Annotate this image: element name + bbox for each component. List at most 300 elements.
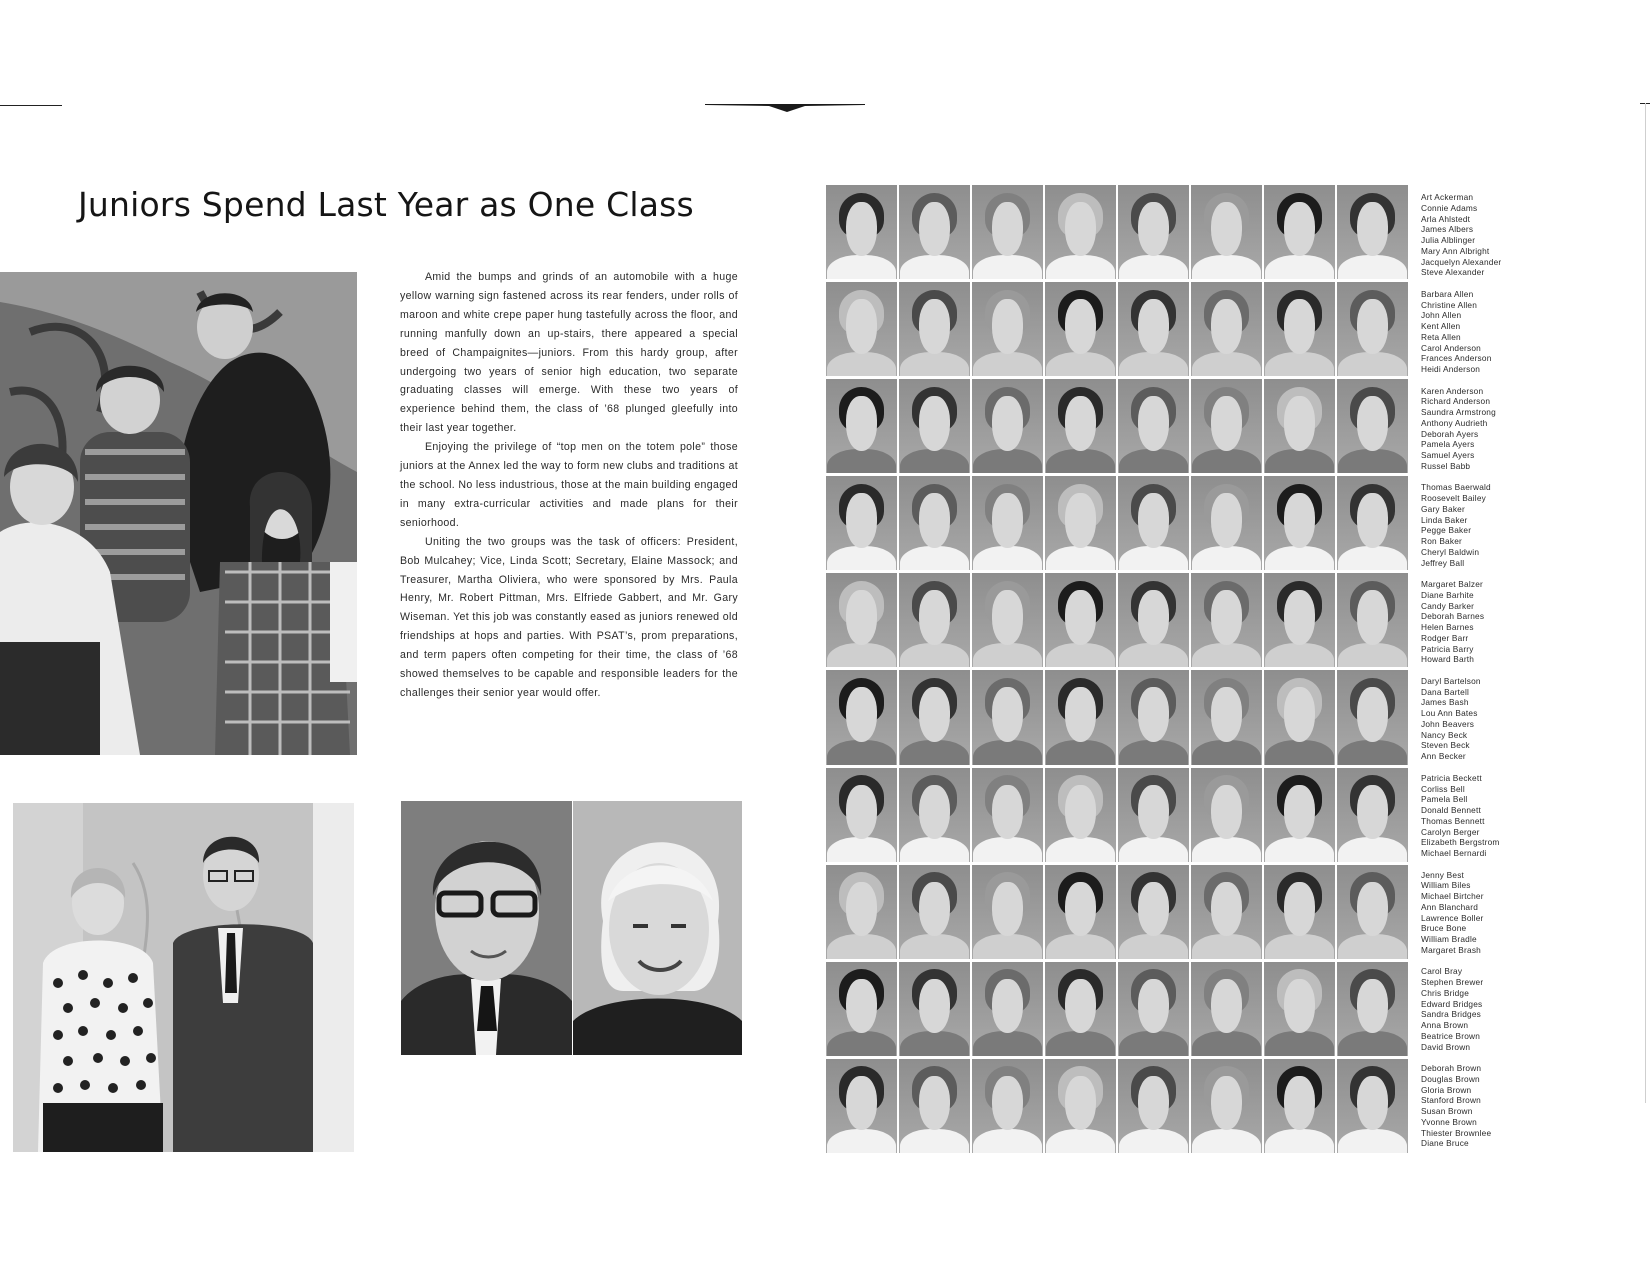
portrait-shoulders	[1046, 449, 1114, 473]
portrait-shoulders	[1119, 934, 1187, 958]
student-portrait	[1264, 865, 1335, 959]
student-portrait	[972, 282, 1043, 376]
student-portrait	[1118, 282, 1189, 376]
student-portrait	[1118, 962, 1189, 1056]
spine-mark	[705, 103, 865, 113]
portrait-face	[1138, 882, 1169, 937]
portrait-shoulders	[827, 255, 895, 279]
student-portrait	[899, 185, 970, 279]
portrait-face	[992, 882, 1023, 937]
portrait-shoulders	[1338, 934, 1406, 958]
student-portrait	[972, 476, 1043, 570]
portrait-shoulders	[1265, 1129, 1333, 1153]
portrait-face	[1138, 299, 1169, 354]
portrait-shoulders	[827, 352, 895, 376]
roster-name: William Bradle	[1421, 934, 1477, 945]
student-portrait	[972, 1059, 1043, 1153]
portrait-face	[992, 1076, 1023, 1131]
roster-name-group	[1421, 482, 1591, 579]
roster-name: Linda Baker	[1421, 514, 1468, 525]
student-portrait	[1264, 768, 1335, 862]
portrait-face	[1357, 687, 1388, 742]
roster-name: Connie Adams	[1421, 202, 1478, 213]
roster-name: Richard Anderson	[1421, 396, 1491, 407]
portrait-face	[919, 882, 950, 937]
portrait-face	[1284, 882, 1315, 937]
portrait-face	[1284, 979, 1315, 1034]
portrait-face	[992, 590, 1023, 645]
student-portrait	[1337, 962, 1408, 1056]
roster-name: Edward Bridges	[1421, 998, 1483, 1009]
portrait-shoulders	[827, 934, 895, 958]
roster-name: Steven Beck	[1421, 740, 1470, 751]
portrait-face	[992, 202, 1023, 257]
roster-name: Christine Allen	[1421, 299, 1478, 310]
portrait-shoulders	[827, 1129, 895, 1153]
student-portrait	[1118, 185, 1189, 279]
portrait-shoulders	[1192, 934, 1260, 958]
top-left-rule	[0, 105, 62, 106]
portrait-shoulders	[1265, 1031, 1333, 1055]
portrait-face	[846, 979, 877, 1034]
portrait-face	[846, 882, 877, 937]
portrait-face	[1284, 299, 1315, 354]
portrait-shoulders	[1265, 837, 1333, 861]
roster-name-group	[1421, 289, 1591, 386]
student-portrait	[1191, 476, 1262, 570]
roster-name: Deborah Barnes	[1421, 611, 1485, 622]
portrait-face	[1357, 979, 1388, 1034]
roster-name-list	[1421, 192, 1591, 1160]
roster-name: Carol Bray	[1421, 966, 1463, 977]
roster-name-group	[1421, 192, 1591, 289]
portrait-shoulders	[1338, 1129, 1406, 1153]
portrait-shoulders	[1046, 352, 1114, 376]
portrait-shoulders	[900, 1129, 968, 1153]
portrait-shoulders	[900, 255, 968, 279]
student-portrait	[1337, 670, 1408, 764]
portrait-face	[846, 493, 877, 548]
portrait-shoulders	[1265, 643, 1333, 667]
portrait-shoulders	[1119, 546, 1187, 570]
student-portrait	[826, 962, 897, 1056]
portrait-shoulders	[1046, 546, 1114, 570]
portrait-shoulders	[1119, 837, 1187, 861]
roster-name-group	[1421, 966, 1591, 1063]
portrait-face	[1138, 979, 1169, 1034]
student-portrait	[1045, 185, 1116, 279]
portrait-shoulders	[1265, 740, 1333, 764]
portrait-face	[919, 396, 950, 451]
student-portrait	[1191, 962, 1262, 1056]
student-portrait	[1337, 1059, 1408, 1153]
portrait-face	[1284, 687, 1315, 742]
portrait-face	[1211, 202, 1242, 257]
roster-name: Patricia Barry	[1421, 643, 1474, 654]
portrait-face	[1211, 687, 1242, 742]
sponsor-portrait-man	[401, 801, 572, 1055]
roster-name: Kent Allen	[1421, 321, 1461, 332]
roster-name: Chris Bridge	[1421, 987, 1470, 998]
portrait-face	[846, 396, 877, 451]
student-portrait	[1191, 1059, 1262, 1153]
portrait-face	[1138, 687, 1169, 742]
student-portrait	[826, 282, 897, 376]
student-portrait	[1264, 379, 1335, 473]
roster-name: Dana Bartell	[1421, 686, 1470, 697]
portrait-shoulders	[1119, 740, 1187, 764]
portrait-shoulders	[973, 1129, 1041, 1153]
roster-name: Patricia Beckett	[1421, 772, 1482, 783]
roster-name-group	[1421, 773, 1591, 870]
student-portrait	[1191, 282, 1262, 376]
group-photo-students-in-tree	[0, 272, 357, 755]
roster-name: Daryl Bartelson	[1421, 675, 1481, 686]
portrait-shoulders	[973, 740, 1041, 764]
roster-name: John Beavers	[1421, 718, 1475, 729]
portrait-face	[1357, 590, 1388, 645]
portrait-face	[1284, 202, 1315, 257]
portrait-shoulders	[973, 352, 1041, 376]
portrait-face	[1357, 299, 1388, 354]
portrait-face	[992, 785, 1023, 840]
roster-name: Cheryl Baldwin	[1421, 546, 1480, 557]
portrait-face	[1065, 882, 1096, 937]
portrait-face	[1138, 1076, 1169, 1131]
portrait-shoulders	[1338, 1031, 1406, 1055]
student-portrait	[1191, 573, 1262, 667]
student-portrait	[1118, 476, 1189, 570]
portrait-face	[1211, 396, 1242, 451]
student-portrait	[1264, 282, 1335, 376]
portrait-face	[846, 785, 877, 840]
portrait-face	[992, 396, 1023, 451]
student-portrait	[972, 962, 1043, 1056]
portrait-face	[1357, 785, 1388, 840]
roster-name: Frances Anderson	[1421, 353, 1492, 364]
student-portrait	[972, 185, 1043, 279]
portrait-shoulders	[1192, 255, 1260, 279]
portrait-shoulders	[1046, 837, 1114, 861]
roster-name: Thomas Baerwald	[1421, 482, 1491, 493]
roster-name: Deborah Ayers	[1421, 428, 1479, 439]
roster-name: Julia Alblinger	[1421, 235, 1476, 245]
roster-name: Ron Baker	[1421, 536, 1462, 547]
portrait-shoulders	[1046, 1031, 1114, 1055]
portrait-face	[1065, 785, 1096, 840]
portrait-shoulders	[1046, 934, 1114, 958]
portrait-shoulders	[1119, 352, 1187, 376]
portrait-face	[919, 493, 950, 548]
student-portrait	[1045, 476, 1116, 570]
student-portrait	[1045, 282, 1116, 376]
portrait-face	[919, 202, 950, 257]
portrait-face	[1065, 979, 1096, 1034]
roster-name-group	[1421, 870, 1591, 967]
roster-name: Pamela Ayers	[1421, 439, 1475, 450]
student-portrait	[1045, 768, 1116, 862]
student-portrait	[1118, 768, 1189, 862]
portrait-face	[1065, 202, 1096, 257]
roster-name: Stephen Brewer	[1421, 977, 1484, 988]
portrait-face	[1357, 882, 1388, 937]
roster-name: Thomas Bennett	[1421, 815, 1485, 826]
student-portrait	[1191, 865, 1262, 959]
portrait-face	[1284, 1076, 1315, 1131]
portrait-face	[846, 202, 877, 257]
roster-name: Helen Barnes	[1421, 622, 1474, 633]
student-portrait	[899, 865, 970, 959]
portrait-face	[1138, 590, 1169, 645]
portrait-shoulders	[1119, 255, 1187, 279]
student-portrait	[1337, 185, 1408, 279]
portrait-face	[1284, 493, 1315, 548]
student-portrait	[1264, 185, 1335, 279]
portrait-face	[1357, 202, 1388, 257]
student-portrait	[972, 379, 1043, 473]
portrait-face	[1211, 882, 1242, 937]
student-portrait	[1264, 962, 1335, 1056]
portrait-shoulders	[1338, 643, 1406, 667]
roster-name: Samuel Ayers	[1421, 450, 1475, 461]
portrait-shoulders	[1046, 1129, 1114, 1153]
portrait-face	[1065, 687, 1096, 742]
roster-name: Candy Barker	[1421, 600, 1475, 611]
roster-name: Margaret Balzer	[1421, 579, 1484, 590]
student-portrait	[826, 865, 897, 959]
roster-name: Saundra Armstrong	[1421, 407, 1496, 418]
portrait-shoulders	[900, 546, 968, 570]
portrait-shoulders	[1265, 255, 1333, 279]
portrait-shoulders	[1338, 740, 1406, 764]
student-portrait	[1045, 573, 1116, 667]
portrait-shoulders	[1119, 1031, 1187, 1055]
roster-name: James Albers	[1421, 224, 1474, 235]
roster-name: John Allen	[1421, 310, 1462, 321]
right-edge-rule	[1645, 103, 1646, 1103]
roster-name: Michael Bernardi	[1421, 848, 1487, 859]
portrait-face	[1138, 493, 1169, 548]
portrait-shoulders	[1338, 255, 1406, 279]
portrait-shoulders	[900, 934, 968, 958]
roster-name: Anthony Audrieth	[1421, 417, 1488, 428]
student-portrait	[1118, 379, 1189, 473]
student-portrait	[899, 282, 970, 376]
roster-name: David Brown	[1421, 1041, 1471, 1052]
portrait-face	[1284, 785, 1315, 840]
portrait-face	[1284, 396, 1315, 451]
student-portrait	[1045, 1059, 1116, 1153]
portrait-face	[919, 687, 950, 742]
roster-name: Corliss Bell	[1421, 783, 1465, 794]
roster-name: Margaret Brash	[1421, 944, 1481, 955]
portrait-face	[919, 785, 950, 840]
portrait-face	[1138, 396, 1169, 451]
portrait-face	[1065, 590, 1096, 645]
portrait-face	[1357, 396, 1388, 451]
student-portrait	[1337, 768, 1408, 862]
sponsors-standing-photo	[13, 803, 354, 1152]
roster-name: Heidi Anderson	[1421, 364, 1481, 375]
student-portrait	[826, 768, 897, 862]
portrait-face	[992, 493, 1023, 548]
roster-name: Mary Ann Albright	[1421, 245, 1490, 256]
roster-name: Pegge Baker	[1421, 525, 1472, 536]
roster-name: Diane Barhite	[1421, 589, 1474, 600]
portrait-face	[846, 590, 877, 645]
student-portrait	[1045, 962, 1116, 1056]
roster-name: Pamela Bell	[1421, 794, 1468, 805]
roster-name: Beatrice Brown	[1421, 1030, 1481, 1041]
portrait-shoulders	[1046, 643, 1114, 667]
student-portrait	[1191, 768, 1262, 862]
portrait-face	[1357, 1076, 1388, 1131]
roster-name-group	[1421, 1063, 1591, 1160]
roster-name-group	[1421, 579, 1591, 676]
portrait-shoulders	[1265, 352, 1333, 376]
student-portrait	[1045, 379, 1116, 473]
roster-name: Yvonne Brown	[1421, 1116, 1477, 1127]
student-portrait	[972, 768, 1043, 862]
roster-name: Elizabeth Bergstrom	[1421, 837, 1500, 848]
portrait-shoulders	[900, 449, 968, 473]
student-portrait	[826, 573, 897, 667]
portrait-shoulders	[1192, 352, 1260, 376]
roster-name: Lou Ann Bates	[1421, 708, 1478, 719]
portrait-face	[846, 299, 877, 354]
portrait-face	[1211, 590, 1242, 645]
portrait-shoulders	[1046, 740, 1114, 764]
article-paragraph: Enjoying the privilege of “top men on the totem pole” those juniors at the Annex led the way to form new clubs and traditions at the school. No less industrious, those at the main building engaged in many extra-curricular activities and made plans for their seniorhood.	[400, 441, 738, 529]
roster-name: William Biles	[1421, 880, 1471, 891]
roster-name: Nancy Beck	[1421, 729, 1468, 740]
student-portrait	[826, 670, 897, 764]
roster-name-group	[1421, 386, 1591, 483]
portrait-shoulders	[1119, 449, 1187, 473]
student-portrait	[1045, 865, 1116, 959]
roster-name: Reta Allen	[1421, 331, 1461, 342]
student-portrait	[1337, 476, 1408, 570]
portrait-shoulders	[1192, 643, 1260, 667]
roster-name: Arla Ahlstedt	[1421, 213, 1471, 224]
portrait-face	[919, 299, 950, 354]
portrait-face	[919, 1076, 950, 1131]
portrait-face	[1065, 396, 1096, 451]
portrait-shoulders	[973, 1031, 1041, 1055]
roster-name: Bruce Bone	[1421, 923, 1467, 934]
roster-name: Roosevelt Bailey	[1421, 493, 1486, 504]
portrait-shoulders	[827, 740, 895, 764]
portrait-shoulders	[1119, 1129, 1187, 1153]
article-body	[400, 268, 738, 703]
roster-name: Donald Bennett	[1421, 805, 1481, 816]
student-portrait	[826, 476, 897, 570]
roster-name: Carol Anderson	[1421, 342, 1481, 353]
roster-name: Lawrence Boller	[1421, 912, 1484, 923]
portrait-shoulders	[900, 643, 968, 667]
portrait-shoulders	[1192, 740, 1260, 764]
student-portrait	[899, 1059, 970, 1153]
student-portrait	[1337, 379, 1408, 473]
roster-name: Douglas Brown	[1421, 1073, 1480, 1084]
roster-name: Rodger Barr	[1421, 632, 1469, 643]
portrait-face	[1211, 785, 1242, 840]
student-portrait	[1118, 573, 1189, 667]
portrait-shoulders	[1192, 837, 1260, 861]
portrait-face	[1211, 493, 1242, 548]
portrait-shoulders	[1265, 449, 1333, 473]
roster-name: Carolyn Berger	[1421, 826, 1480, 837]
student-portrait	[826, 185, 897, 279]
portrait-shoulders	[1338, 546, 1406, 570]
roster-name: Susan Brown	[1421, 1106, 1473, 1117]
student-portrait	[826, 379, 897, 473]
article-paragraph: Uniting the two groups was the task of officers: President, Bob Mulcahey; Vice, Linda Scott; Secretary, Elaine Massock; and Treasurer, Martha Oliviera, who were sponsored by Mrs. Paula Henry, Mr. Robert Pittman, Mrs. Elfriede Gabbert, and Mr. Gary Wiseman. Yet this job was constantly eased as juniors renewed old friendships at hops and parties. With PSAT’s, prom preparations, and term papers often competing for their time, the class of ’68 showed themselves to be capable and responsible leaders for the challenges their senior year would offer.	[400, 535, 738, 699]
portrait-face	[846, 1076, 877, 1131]
student-portrait	[899, 379, 970, 473]
portrait-shoulders	[1119, 643, 1187, 667]
roster-name: Stanford Brown	[1421, 1095, 1481, 1106]
portrait-shoulders	[973, 255, 1041, 279]
portrait-face	[1138, 202, 1169, 257]
portrait-shoulders	[827, 546, 895, 570]
roster-name: Karen Anderson	[1421, 385, 1484, 396]
roster-name: Thiester Brownlee	[1421, 1127, 1492, 1138]
portrait-face	[992, 979, 1023, 1034]
student-portrait	[972, 670, 1043, 764]
student-portrait	[1264, 670, 1335, 764]
portrait-face	[992, 299, 1023, 354]
sponsor-portrait-woman	[573, 801, 742, 1055]
student-portrait	[1337, 282, 1408, 376]
portrait-face	[1138, 785, 1169, 840]
roster-name: Diane Bruce	[1421, 1138, 1469, 1149]
portrait-shoulders	[1265, 934, 1333, 958]
portrait-shoulders	[1192, 1129, 1260, 1153]
portrait-shoulders	[827, 837, 895, 861]
roster-name: Russel Babb	[1421, 460, 1471, 471]
portrait-shoulders	[973, 934, 1041, 958]
roster-name: Sandra Bridges	[1421, 1009, 1481, 1020]
roster-name: Howard Barth	[1421, 654, 1475, 665]
roster-name: Jacquelyn Alexander	[1421, 256, 1502, 267]
portrait-shoulders	[1192, 449, 1260, 473]
article-paragraph: Amid the bumps and grinds of an automobile with a huge yellow warning sign fastened across its rear fenders, under rolls of maroon and white crepe paper hung tastefully across the floor, and running manfully down an up-stairs, there appeared a special breed of Champaignites—juniors. From this hardy group, after undergoing two years of senior high education, two separate graduating classes will emerge. With these two years of experience behind them, the class of ’68 plunged gleefully into their last year together.	[400, 271, 738, 435]
portrait-shoulders	[1046, 255, 1114, 279]
roster-name: Ann Becker	[1421, 751, 1466, 762]
student-portrait	[1337, 865, 1408, 959]
student-portrait	[1191, 185, 1262, 279]
portrait-shoulders	[900, 1031, 968, 1055]
portrait-shoulders	[900, 740, 968, 764]
student-portrait	[972, 865, 1043, 959]
student-portrait	[899, 573, 970, 667]
portrait-face	[1211, 299, 1242, 354]
page-title: Juniors Spend Last Year as One Class	[78, 185, 694, 224]
student-portrait	[1045, 670, 1116, 764]
portrait-shoulders	[973, 546, 1041, 570]
student-portrait	[1264, 573, 1335, 667]
portrait-shoulders	[973, 837, 1041, 861]
roster-name: Barbara Allen	[1421, 288, 1474, 299]
portrait-face	[919, 590, 950, 645]
roster-name-group	[1421, 676, 1591, 773]
roster-name: Anna Brown	[1421, 1020, 1469, 1031]
portrait-face	[1211, 1076, 1242, 1131]
student-portrait	[899, 476, 970, 570]
roster-name: Steve Alexander	[1421, 267, 1485, 278]
portrait-shoulders	[1338, 449, 1406, 473]
